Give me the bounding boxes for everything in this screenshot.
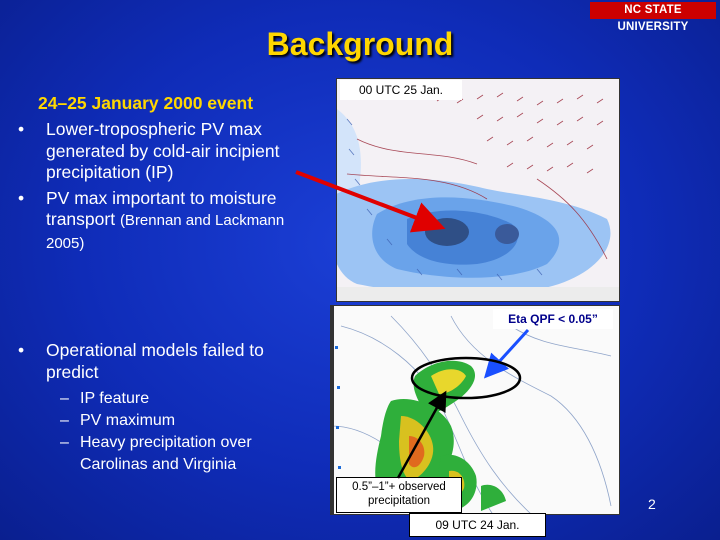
- sub-item: – IP feature: [60, 390, 150, 407]
- bullet-moisture: • PV max important to moisture transport (Brennan and Lackmann 2005): [18, 187, 285, 252]
- bullet-dot-icon: •: [18, 187, 25, 208]
- nc-state-logo: NC STATE UNIVERSITY: [590, 2, 716, 19]
- map-bottom-time-label: 09 UTC 24 Jan.: [409, 513, 546, 537]
- highlight-ellipse: [412, 358, 520, 398]
- page-number: 2: [648, 496, 656, 512]
- event-heading: 24–25 January 2000 event: [38, 93, 254, 113]
- map-top-time-label: 00 UTC 25 Jan.: [340, 80, 462, 100]
- observed-precip-label: 0.5”–1”+ observed precipitation: [336, 477, 462, 513]
- blue-arrow-icon: [488, 330, 528, 374]
- bullet-dot-icon: •: [18, 119, 25, 139]
- eta-qpf-label: Eta QPF < 0.05”: [493, 309, 613, 329]
- red-arrow-icon: [296, 172, 438, 226]
- bullet-models: • Operational models failed to predict: [18, 340, 264, 382]
- citation: (Brennan and Lackmann 2005): [46, 212, 285, 252]
- black-arrow-icon: [398, 395, 444, 478]
- slide-title: Background: [266, 26, 454, 62]
- bullet-dot-icon: •: [18, 340, 25, 360]
- sub-item: – PV maximum: [60, 412, 176, 429]
- sub-item: – Heavy precipitation over Carolinas and Virginia: [60, 434, 252, 473]
- bullet-pv-max: • Lower-tropospheric PV max generated by cold-air incipient precipitation (IP): [18, 119, 280, 182]
